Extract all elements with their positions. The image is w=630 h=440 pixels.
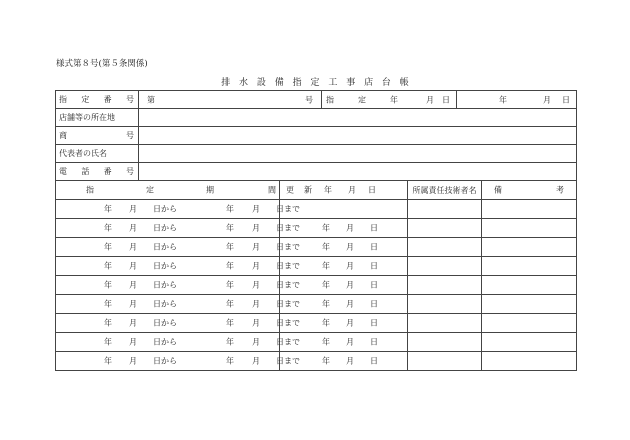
- year-char: 年: [104, 223, 112, 233]
- month-char: 月: [346, 318, 354, 328]
- label-char: 号: [125, 167, 134, 176]
- renewal-cell[interactable]: [280, 200, 408, 219]
- year-char: 年: [104, 242, 112, 252]
- to-suffix: 日まで: [276, 223, 300, 233]
- phone-label: [56, 163, 139, 181]
- from-suffix: 日から: [153, 280, 177, 290]
- month-char: 月: [129, 204, 137, 214]
- year-char: 年: [226, 299, 234, 309]
- from-suffix: 日から: [153, 356, 177, 366]
- day-char: 日: [442, 95, 451, 104]
- year-char: 年: [226, 223, 234, 233]
- engineer-cell[interactable]: [408, 219, 482, 238]
- renewal-cell[interactable]: [280, 352, 408, 371]
- renewal-cell[interactable]: [280, 333, 408, 352]
- trade-name-row: [56, 127, 577, 145]
- label-char: 番: [103, 95, 112, 104]
- year-char: 年: [104, 280, 112, 290]
- header-char: 年: [324, 185, 332, 195]
- period-row: [56, 219, 577, 238]
- year-char: 年: [322, 242, 330, 252]
- year-char: 年: [322, 280, 330, 290]
- year-char: 年: [104, 318, 112, 328]
- to-suffix: 日まで: [276, 242, 300, 252]
- year-char: 年: [226, 337, 234, 347]
- period-row: [56, 333, 577, 352]
- second-date[interactable]: [457, 91, 577, 109]
- label-char: 定: [81, 95, 90, 104]
- register-table: [55, 90, 577, 371]
- day-char: 日: [370, 356, 378, 366]
- month-char: 月: [346, 242, 354, 252]
- year-char: 年: [104, 204, 112, 214]
- year-char: 年: [226, 356, 234, 366]
- year-char: 年: [322, 299, 330, 309]
- header-char: 期: [206, 185, 214, 195]
- renewal-cell[interactable]: [280, 314, 408, 333]
- year-char: 年: [226, 261, 234, 271]
- location-label: 店舗等の所在地: [56, 109, 139, 127]
- header-char: 指: [86, 185, 94, 195]
- renewal-cell[interactable]: [280, 219, 408, 238]
- day-char: 日: [370, 318, 378, 328]
- trade-name-label: [56, 127, 139, 145]
- dai-text: 第: [147, 95, 155, 104]
- year-char: 年: [390, 95, 399, 104]
- to-suffix: 日まで: [276, 261, 300, 271]
- month-char: 月: [346, 261, 354, 271]
- representative-row: [56, 145, 577, 163]
- renewal-cell[interactable]: [280, 238, 408, 257]
- phone-value[interactable]: [139, 163, 577, 181]
- to-suffix: 日まで: [276, 318, 300, 328]
- period-cell[interactable]: [56, 200, 300, 219]
- year-char: 年: [104, 299, 112, 309]
- month-char: 月: [252, 242, 260, 252]
- renewal-header: [280, 181, 408, 200]
- engineer-cell[interactable]: [408, 314, 482, 333]
- year-char: 年: [226, 242, 234, 252]
- to-suffix: 日まで: [276, 280, 300, 290]
- month-char: 月: [252, 337, 260, 347]
- month-char: 月: [252, 318, 260, 328]
- label-char: 指: [59, 95, 67, 104]
- period-row: [56, 257, 577, 276]
- label-char: 電: [59, 167, 67, 176]
- label-char: 指: [326, 95, 335, 104]
- period-cell[interactable]: [56, 295, 300, 314]
- year-char: 年: [322, 337, 330, 347]
- day-char: 日: [370, 242, 378, 252]
- header-char: 定: [146, 185, 154, 195]
- year-char: 年: [499, 95, 508, 104]
- label-char: 番: [103, 167, 112, 176]
- phone-row: [56, 163, 577, 181]
- renewal-cell[interactable]: [280, 257, 408, 276]
- year-char: 年: [322, 356, 330, 366]
- month-char: 月: [252, 223, 260, 233]
- to-suffix: 日まで: [276, 337, 300, 347]
- designation-row: [56, 91, 577, 109]
- month-char: 月: [346, 356, 354, 366]
- month-char: 月: [346, 299, 354, 309]
- designation-number-label: [56, 91, 139, 109]
- remarks-cell[interactable]: [482, 238, 577, 257]
- month-char: 月: [252, 299, 260, 309]
- period-row: [56, 200, 577, 219]
- year-char: 年: [226, 280, 234, 290]
- header-char: 新: [304, 185, 312, 195]
- engineer-cell[interactable]: [408, 238, 482, 257]
- from-suffix: 日から: [153, 318, 177, 328]
- engineer-cell[interactable]: [408, 295, 482, 314]
- header-char: 日: [368, 185, 376, 195]
- period-header: [56, 181, 280, 200]
- period-cell[interactable]: [56, 333, 300, 352]
- remarks-cell[interactable]: [482, 200, 577, 219]
- year-char: 年: [104, 261, 112, 271]
- month-char: 月: [129, 299, 137, 309]
- period-row: [56, 352, 577, 371]
- day-char: 日: [370, 299, 378, 309]
- remarks-header: [482, 181, 577, 200]
- column-header-row: [56, 181, 577, 200]
- month-char: 月: [129, 280, 137, 290]
- representative-value[interactable]: [139, 145, 577, 163]
- period-cell[interactable]: [56, 276, 300, 295]
- period-cell[interactable]: [56, 352, 300, 371]
- header-char: 備: [494, 185, 503, 195]
- period-row: [56, 295, 577, 314]
- day-char: 日: [562, 95, 571, 104]
- remarks-cell[interactable]: [482, 257, 577, 276]
- renewal-cell[interactable]: [280, 295, 408, 314]
- representative-label: 代表者の氏名: [56, 145, 139, 163]
- engineer-header: 所属責任技術者名: [408, 181, 482, 200]
- month-char: 月: [129, 242, 137, 252]
- month-char: 月: [346, 280, 354, 290]
- day-char: 日: [370, 280, 378, 290]
- period-row: [56, 314, 577, 333]
- remarks-cell[interactable]: [482, 314, 577, 333]
- from-suffix: 日から: [153, 299, 177, 309]
- engineer-cell[interactable]: [408, 352, 482, 371]
- period-cell[interactable]: [56, 238, 300, 257]
- period-cell[interactable]: [56, 257, 300, 276]
- period-rows: [56, 200, 577, 371]
- year-char: 年: [226, 318, 234, 328]
- header-char: 更: [286, 185, 294, 195]
- header-char: 月: [348, 185, 356, 195]
- to-suffix: 日まで: [276, 299, 300, 309]
- year-char: 年: [322, 261, 330, 271]
- engineer-cell[interactable]: [408, 333, 482, 352]
- month-char: 月: [252, 280, 260, 290]
- go-text: 号: [305, 95, 314, 104]
- form-title-text: 排 水 設 備 指 定 工 事 店 台 帳: [221, 78, 409, 88]
- header-char: 間: [268, 185, 276, 195]
- location-value[interactable]: [139, 109, 577, 127]
- month-char: 月: [543, 95, 552, 104]
- engineer-cell[interactable]: [408, 200, 482, 219]
- day-char: 日: [370, 261, 378, 271]
- form-number: 様式第８号(第５条関係): [56, 59, 148, 69]
- trade-name-value[interactable]: [139, 127, 577, 145]
- remarks-cell[interactable]: [482, 352, 577, 371]
- renewal-cell[interactable]: [280, 276, 408, 295]
- header-char: 考: [556, 185, 565, 195]
- month-char: 月: [129, 318, 137, 328]
- period-cell[interactable]: [56, 314, 300, 333]
- label-char: 号: [126, 131, 134, 140]
- month-char: 月: [129, 337, 137, 347]
- label-char: 商: [59, 131, 67, 140]
- month-char: 月: [426, 95, 435, 104]
- month-char: 月: [252, 356, 260, 366]
- from-suffix: 日から: [153, 261, 177, 271]
- month-char: 月: [129, 223, 137, 233]
- from-suffix: 日から: [153, 223, 177, 233]
- period-row: [56, 276, 577, 295]
- engineer-cell[interactable]: [408, 276, 482, 295]
- remarks-cell[interactable]: [482, 276, 577, 295]
- designation-date[interactable]: [322, 91, 457, 109]
- day-char: 日: [370, 337, 378, 347]
- year-char: 年: [226, 204, 234, 214]
- year-char: 年: [322, 318, 330, 328]
- label-char: 号: [125, 95, 134, 104]
- remarks-cell[interactable]: [482, 219, 577, 238]
- month-char: 月: [252, 261, 260, 271]
- from-suffix: 日から: [153, 204, 177, 214]
- to-suffix: 日まで: [276, 204, 300, 214]
- month-char: 月: [129, 356, 137, 366]
- year-char: 年: [104, 337, 112, 347]
- period-cell[interactable]: [56, 219, 300, 238]
- to-suffix: 日まで: [276, 356, 300, 366]
- month-char: 月: [129, 261, 137, 271]
- period-row: [56, 238, 577, 257]
- year-char: 年: [322, 223, 330, 233]
- month-char: 月: [346, 337, 354, 347]
- label-char: 定: [358, 95, 367, 104]
- month-char: 月: [346, 223, 354, 233]
- day-char: 日: [370, 223, 378, 233]
- year-char: 年: [104, 356, 112, 366]
- from-suffix: 日から: [153, 337, 177, 347]
- from-suffix: 日から: [153, 242, 177, 252]
- engineer-cell[interactable]: [408, 257, 482, 276]
- month-char: 月: [252, 204, 260, 214]
- remarks-cell[interactable]: [482, 333, 577, 352]
- form-title: [0, 75, 630, 88]
- remarks-cell[interactable]: [482, 295, 577, 314]
- location-row: [56, 109, 577, 127]
- label-char: 話: [81, 167, 90, 176]
- designation-number-value[interactable]: [139, 91, 322, 109]
